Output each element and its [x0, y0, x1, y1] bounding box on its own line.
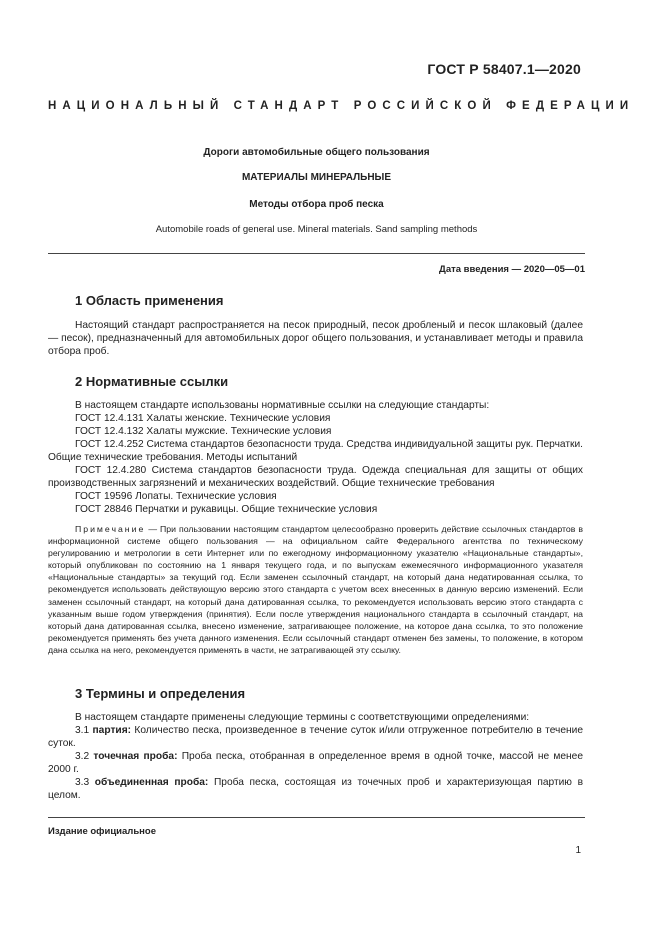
ref-item: ГОСТ 12.4.252 Система стандартов безопасности труда. Средства индивидуальной защиты рук. Перчатки. Общие технические требования. Методы испытаний	[48, 439, 583, 463]
national-standard-banner: НАЦИОНАЛЬНЫЙ СТАНДАРТ РОССИЙСКОЙ ФЕДЕРАЦИИ	[48, 100, 635, 112]
section-1	[48, 294, 583, 358]
title-line-1: Дороги автомобильные общего пользования	[203, 147, 430, 158]
section-2-intro: В настоящем стандарте использованы нормативные ссылки на следующие стандарты:	[75, 400, 490, 411]
ref-item: ГОСТ 12.4.280 Система стандартов безопасности труда. Одежда специальная для защиты от общих производственных загрязнений и механических воздействий. Общие технические требования	[48, 465, 583, 489]
ref-item: ГОСТ 12.4.132 Халаты мужские. Технические условия	[75, 426, 332, 437]
introduction-date: Дата введения — 2020—05—01	[439, 264, 585, 275]
term-definition: Проба песка, отобранная в определенное время в одной точке, массой не менее 2000 г.	[48, 751, 583, 775]
term-number: 3.2	[75, 751, 94, 762]
term-name: партия:	[92, 725, 132, 736]
term-number: 3.1	[75, 725, 93, 736]
term-item	[48, 724, 583, 750]
top-divider	[48, 253, 585, 254]
ref-item: ГОСТ 12.4.131 Халаты женские. Технические условия	[75, 413, 331, 424]
section-3-heading: 3 Термины и определения	[75, 686, 246, 701]
term-number: 3.3	[75, 777, 95, 788]
term-name: объединенная проба:	[94, 777, 209, 788]
note-text: — При пользовании настоящим стандартом целесообразно проверить действие ссылочных стандартов в информационной системе общего пользования — на официальном сайте Федерального агентства по техническому регулированию и метрологии в сети Интернет или по ежегодному информационному указателю «Национальные стандарты», который опубликован по состоянию на 1 января текущего года, и по выпускам ежемесячного информационного указателя «Национальные стандарты» за текущий год. Если заменен ссылочный стандарт, на который дана недатированная ссылка, то рекомендуется использовать действующую версию этого стандарта с учетом всех внесенных в данную версию изменений. Если заменен ссылочный стандарт, на который дана датированная ссылка, то рекомендуется использовать версию этого стандарта с указанным выше годом утверждения (принятия). Если после утверждения национального стандарта в ссылочный стандарт, на который дана датированная ссылка, внесено изменение, затрагивающее положение, на которое дана ссылка, то это положение рекомендуется применять без учета данного изменения. Если ссылочный стандарт отменен без замены, то положение, в котором дана ссылка на него, рекомендуется применять в части, не затрагивающей эту ссылку.	[48, 524, 583, 655]
section-2	[48, 375, 583, 656]
term-definition: Количество песка, произведенное в течение суток и/или отгруженное потребителю в течение суток.	[48, 725, 583, 749]
section-1-heading: 1 Область применения	[75, 293, 224, 308]
page-number: 1	[575, 845, 581, 856]
ref-item: ГОСТ 19596 Лопаты. Технические условия	[75, 491, 277, 502]
title-english: Automobile roads of general use. Mineral materials. Sand sampling methods	[155, 224, 478, 235]
term-definition: Проба песка, состоящая из точечных проб и характеризующая партию в целом.	[48, 777, 583, 801]
term-item	[48, 776, 583, 802]
title-line-2: МАТЕРИАЛЫ МИНЕРАЛЬНЫЕ	[241, 172, 392, 183]
standard-code: ГОСТ Р 58407.1—2020	[427, 61, 581, 77]
ref-item: ГОСТ 28846 Перчатки и рукавицы. Общие технические условия	[75, 504, 378, 515]
term-item	[48, 750, 583, 776]
section-3-intro: В настоящем стандарте применены следующие термины с соответствующими определениями:	[75, 712, 530, 723]
term-name: точечная проба:	[93, 751, 178, 762]
section-3	[48, 687, 583, 802]
section-1-paragraph: Настоящий стандарт распространяется на песок природный, песок дробленый и песок шлаковый (далее — песок), предназначенный для автомобильных дорог общего пользования, и устанавливает методы и правила отбора проб.	[48, 320, 583, 357]
bottom-divider	[48, 817, 585, 818]
note-label: Примечание	[75, 524, 146, 534]
official-edition-label: Издание официальное	[48, 826, 156, 837]
section-2-heading: 2 Нормативные ссылки	[75, 374, 229, 389]
title-line-3: Методы отбора проб песка	[249, 199, 384, 210]
references-note	[48, 523, 583, 656]
